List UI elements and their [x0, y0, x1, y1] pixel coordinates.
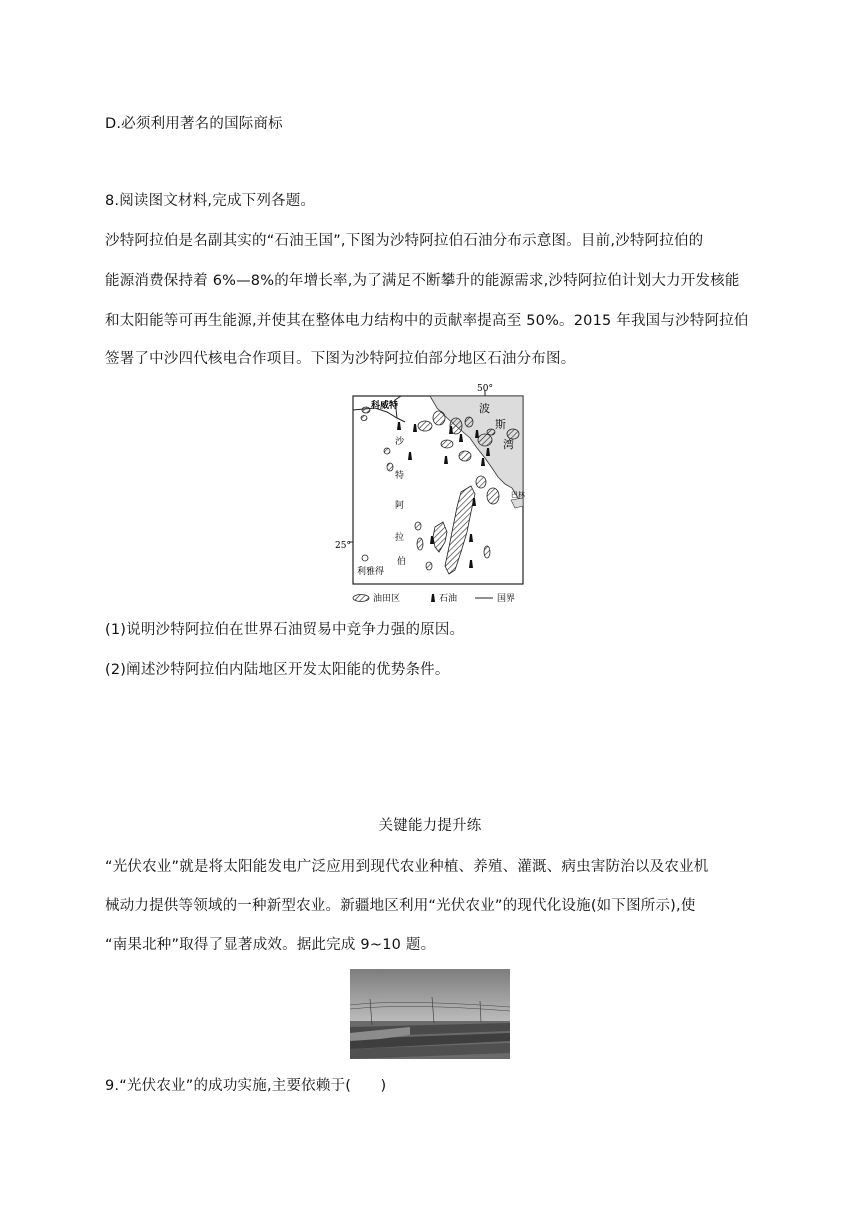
legend-oilfield-label: 油田区	[373, 594, 401, 604]
saudi-label-4: 拉	[395, 533, 405, 543]
saudi-label-2: 特	[395, 471, 405, 481]
question-8-sub-1: (1)说明沙特阿拉伯在世界石油贸易中竞争力强的原因。	[105, 622, 465, 638]
oilfield	[487, 488, 499, 504]
saudi-label-3: 阿	[395, 501, 405, 511]
oilfield	[487, 429, 495, 435]
question-8-sub-2: (2)阐述沙特阿拉伯内陆地区开发太阳能的优势条件。	[105, 662, 450, 678]
oilfield	[418, 421, 432, 431]
intro-line-2: 械动力提供等领域的一种新型农业。新疆地区利用“光伏农业”的现代化设施(如下图所示),使	[105, 898, 696, 914]
oilfield	[361, 416, 367, 421]
persian-gulf-label-1: 波	[479, 402, 490, 415]
question-8-paragraph-line-2: 能源消费保持着 6%—8%的年增长率,为了满足不断攀升的能源需求,沙特阿拉伯计划大力开发核能	[105, 273, 740, 289]
riyadh-label: 利雅得	[357, 567, 385, 577]
legend-oilfield-symbol	[353, 595, 369, 602]
option-d: D.必须利用著名的国际商标	[105, 116, 283, 132]
oilfield	[387, 463, 393, 471]
photovoltaic-farm-photo	[350, 969, 510, 1059]
oilfield	[441, 440, 453, 448]
oilfield	[362, 407, 370, 413]
oilfield	[426, 562, 432, 570]
bahrain-label: 巴林	[511, 491, 525, 499]
legend-oil-symbol	[431, 594, 435, 602]
latitude-label: 25°	[335, 541, 351, 551]
question-8-title: 8.阅读图文材料,完成下列各题。	[105, 193, 316, 209]
legend-oil-label: 石油	[439, 594, 458, 604]
persian-gulf-label-2: 斯	[495, 418, 506, 431]
question-8-paragraph-line-3: 和太阳能等可再生能源,并使其在整体电力结构中的贡献率提高至 50%。2015 年我国与沙特阿拉伯	[105, 313, 749, 329]
oilfield	[484, 546, 490, 558]
oilfield	[433, 411, 445, 425]
oilfield	[459, 451, 471, 461]
saudi-label-1: 沙	[395, 437, 405, 447]
oilfield	[415, 522, 421, 530]
legend-border-label: 国界	[497, 594, 516, 604]
kuwait-label: 科威特	[371, 401, 399, 411]
oilfield	[417, 538, 423, 550]
saudi-label-5: 伯	[397, 557, 407, 567]
longitude-label: 50°	[477, 384, 493, 394]
riyadh-marker	[362, 555, 368, 561]
question-8-paragraph-line-1: 沙特阿拉伯是名副其实的“石油王国”,下图为沙特阿拉伯石油分布示意图。目前,沙特阿拉伯的	[105, 233, 704, 249]
oilfield	[384, 448, 390, 454]
question-9: 9.“光伏农业”的成功实施,主要依赖于( )	[105, 1078, 387, 1094]
intro-line-1: “光伏农业”就是将太阳能发电广泛应用到现代农业种植、养殖、灌溉、病虫害防治以及农业机	[105, 859, 709, 875]
intro-line-3: “南果北种”取得了显著成效。据此完成 9~10 题。	[105, 937, 436, 953]
persian-gulf-label-3: 湾	[503, 438, 514, 451]
saudi-oil-map	[335, 382, 535, 604]
oilfield	[476, 476, 486, 488]
oilfield	[465, 417, 473, 427]
oilfield	[478, 434, 492, 446]
question-8-paragraph-line-4: 签署了中沙四代核电合作项目。下图为沙特阿拉伯部分地区石油分布图。	[105, 351, 576, 367]
section-title: 关键能力提升练	[378, 818, 482, 834]
